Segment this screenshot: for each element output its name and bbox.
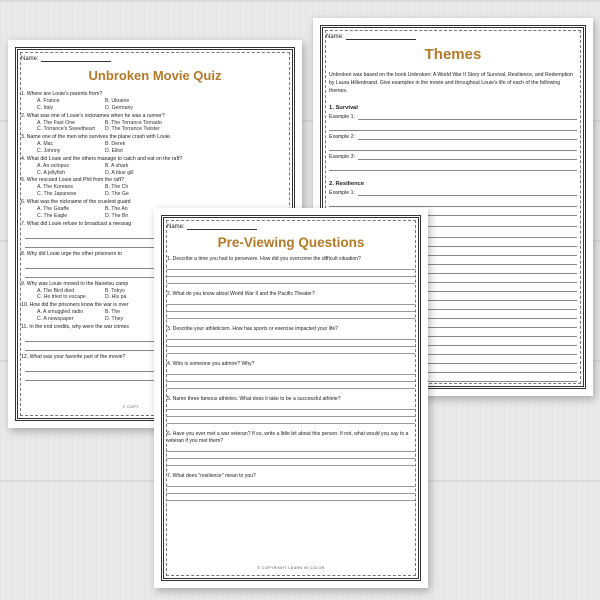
quiz-question	[21, 156, 289, 177]
quiz-question-text: 7. What did Louie refuse to broadcast a messag	[21, 220, 132, 227]
previewing-question-text: 4. Who is someone you admire? Why?	[167, 361, 255, 367]
themes-example-label: Example 1:	[329, 114, 355, 120]
quiz-option: A. Mac	[37, 141, 54, 148]
quiz-question-text: 8. Why did Louie urge the other prisoners to	[21, 250, 122, 257]
quiz-option: D. They	[105, 315, 124, 322]
quiz-question-text: 6. What was the nickname of the cruelest guard	[21, 198, 131, 205]
quiz-option: B. The	[105, 309, 121, 316]
quiz-question-text: 4. What did Louie and the others manage to catch and eat on the raft?	[21, 155, 183, 162]
previewing-answer-line	[167, 375, 415, 382]
themes-extra-line	[329, 200, 577, 207]
previewing-answer-line	[167, 312, 415, 319]
quiz-option: D. The Ge	[105, 191, 129, 198]
quiz-question-text: 1. Where are Louie's parents from?	[21, 91, 103, 97]
quiz-option: A. The Giraffe	[37, 205, 70, 212]
quiz-option: C. The Eagle	[37, 212, 68, 219]
previewing-question	[167, 291, 415, 319]
quiz-option: B. Tokyo	[105, 287, 125, 294]
quiz-option: B. Derek	[105, 141, 126, 148]
previewing-question	[167, 326, 415, 354]
previewing-question	[167, 361, 415, 389]
quiz-option: D. The Bir	[105, 212, 129, 219]
quiz-question-text: 12. What was your favorite part of the movie?	[21, 353, 126, 360]
previewing-question	[167, 256, 415, 284]
quiz-question	[21, 134, 289, 155]
previewing-answer-line	[167, 298, 415, 305]
themes-name-label: Name:	[326, 34, 344, 40]
previewing-answer-line	[167, 270, 415, 277]
themes-example-line	[358, 134, 577, 140]
previewing-answer-line	[167, 480, 415, 487]
quiz-option: B. Ukraine	[105, 98, 130, 104]
themes-example-row	[329, 154, 577, 160]
previewing-answer-line	[167, 445, 415, 452]
quiz-option: B. The Ch	[105, 184, 129, 191]
themes-title: Themes	[424, 46, 482, 63]
themes-section-heading: 1. Survival	[329, 105, 359, 111]
themes-section	[326, 105, 580, 171]
quiz-option: D. Elliot	[105, 147, 123, 154]
quiz-question	[21, 177, 289, 198]
quiz-options	[21, 120, 289, 134]
quiz-option: A. The Bird died	[37, 287, 75, 294]
quiz-option: C. He tried to escape	[37, 294, 86, 301]
quiz-question-text: 3. Name one of the men who survives the plane crash with Louie.	[21, 134, 172, 141]
previewing-answer-line	[167, 410, 415, 417]
quiz-option: D. His pa	[105, 294, 127, 301]
themes-example-label: Example 1:	[329, 190, 355, 196]
quiz-option: D. The Torrance Twister	[105, 126, 160, 133]
quiz-question	[21, 113, 289, 134]
quiz-option: C. Italy	[37, 104, 54, 111]
previewing-answer-line	[167, 452, 415, 459]
previewing-answer-line	[167, 263, 415, 270]
previewing-name-label: Name:	[167, 224, 185, 230]
quiz-question-text: 2. What was one of Louie's nicknames when he was a runner?	[21, 112, 165, 119]
previewing-answer-line	[167, 494, 415, 501]
quiz-option: A. The Fast One	[37, 119, 75, 126]
themes-example-label: Example 2:	[329, 134, 355, 140]
previewing-answer-line	[167, 459, 415, 466]
themes-intro: Unbroken was based on the book Unbroken: A World War II Story of Survival, Resilience, and Redemption by Laura Hillenbrand. Give examples in the movie and throughout Louie's life of each of the following themes.	[329, 72, 573, 94]
quiz-option: A. The Koreans	[37, 184, 73, 191]
quiz-question-text: 10. How did the prisoners know the war is over	[21, 302, 129, 309]
quiz-question-text: 5. Who rescued Louie and Phil from the raft?	[21, 177, 124, 184]
quiz-options	[21, 98, 289, 112]
themes-section-heading: 2. Resilience	[329, 181, 365, 187]
previewing-name-row	[167, 223, 415, 230]
previewing-answer-line	[167, 333, 415, 340]
quiz-option: C. A jellyfish	[37, 169, 65, 176]
previewing-answer-line	[167, 305, 415, 312]
previewing-worksheet	[154, 208, 428, 588]
quiz-option: A. An octopus	[37, 162, 70, 169]
themes-example-line	[358, 190, 577, 196]
previewing-answer-line	[167, 403, 415, 410]
quiz-option: C. The Japanese	[37, 191, 77, 198]
previewing-question-list	[167, 256, 415, 501]
previewing-title: Pre-Viewing Questions	[217, 235, 365, 250]
themes-extra-line	[329, 124, 577, 131]
previewing-question	[167, 431, 415, 466]
quiz-option: A. A smuggled radio	[37, 309, 84, 316]
previewing-name-line	[187, 223, 257, 230]
quiz-option: C. A newspaper	[37, 315, 74, 322]
quiz-question-text: 11. In the end credits, why were the war crimes	[21, 323, 130, 330]
quiz-option: B. The Torrance Tornado	[105, 119, 162, 126]
previewing-answer-line	[167, 277, 415, 284]
quiz-option: A. France	[37, 98, 60, 104]
themes-extra-line	[329, 144, 577, 151]
quiz-option: C. Torrance's Sweetheart	[37, 126, 95, 133]
quiz-name-label: Name:	[21, 56, 39, 62]
themes-example-label: Example 3:	[329, 154, 355, 160]
themes-example-row	[329, 190, 577, 196]
quiz-option: D. Germany	[105, 104, 133, 111]
quiz-title: Unbroken Movie Quiz	[88, 68, 222, 83]
previewing-answer-line	[167, 417, 415, 424]
quiz-options	[21, 184, 289, 198]
previewing-question-text: 3. Describe your athleticism. How has sports or exercise impacted your life?	[167, 326, 338, 332]
themes-example-row	[329, 134, 577, 140]
quiz-options	[21, 141, 289, 155]
themes-example-line	[358, 114, 577, 120]
themes-example-row	[329, 114, 577, 120]
previewing-answer-line	[167, 487, 415, 494]
previewing-answer-line	[167, 382, 415, 389]
previewing-question-text: 7. What does "resilience" mean to you?	[167, 473, 256, 479]
previewing-question	[167, 473, 415, 501]
quiz-option: D. A blue gill	[105, 169, 134, 176]
previewing-answer-line	[167, 340, 415, 347]
quiz-options	[21, 163, 289, 177]
previewing-question-text: 5. Name three famous athletes. What does it take to be a successful athlete?	[167, 396, 341, 402]
themes-name-line	[346, 33, 416, 40]
previewing-question-text: 2. What do you know about World War II and the Pacific Theater?	[167, 291, 315, 297]
previewing-footer: © COPYRIGHT LEARN IN COLOR	[257, 566, 325, 570]
previewing-question-text: 6. Have you ever met a war veteran? If so, write a little bit about this person. If not, what would you say to a veteran if you met them?	[167, 431, 409, 444]
quiz-option: C. Johnny	[37, 147, 61, 154]
themes-extra-line	[329, 164, 577, 171]
themes-name-row	[326, 33, 580, 40]
quiz-name-line	[41, 55, 111, 62]
quiz-name-row	[21, 55, 289, 62]
previewing-answer-line	[167, 368, 415, 375]
previewing-question	[167, 396, 415, 424]
quiz-option: B. A shark	[105, 162, 129, 169]
quiz-option: B. The An	[105, 205, 128, 212]
previewing-answer-line	[167, 347, 415, 354]
quiz-question-text: 9. Why was Louie moved to the Naoetsu camp	[21, 280, 129, 287]
quiz-question	[21, 91, 289, 112]
quiz-footer: © COPY	[122, 405, 139, 409]
previewing-question-text: 1. Describe a time you had to persevere. How did you overcome the difficult situation?	[167, 256, 361, 262]
themes-example-line	[358, 154, 577, 160]
